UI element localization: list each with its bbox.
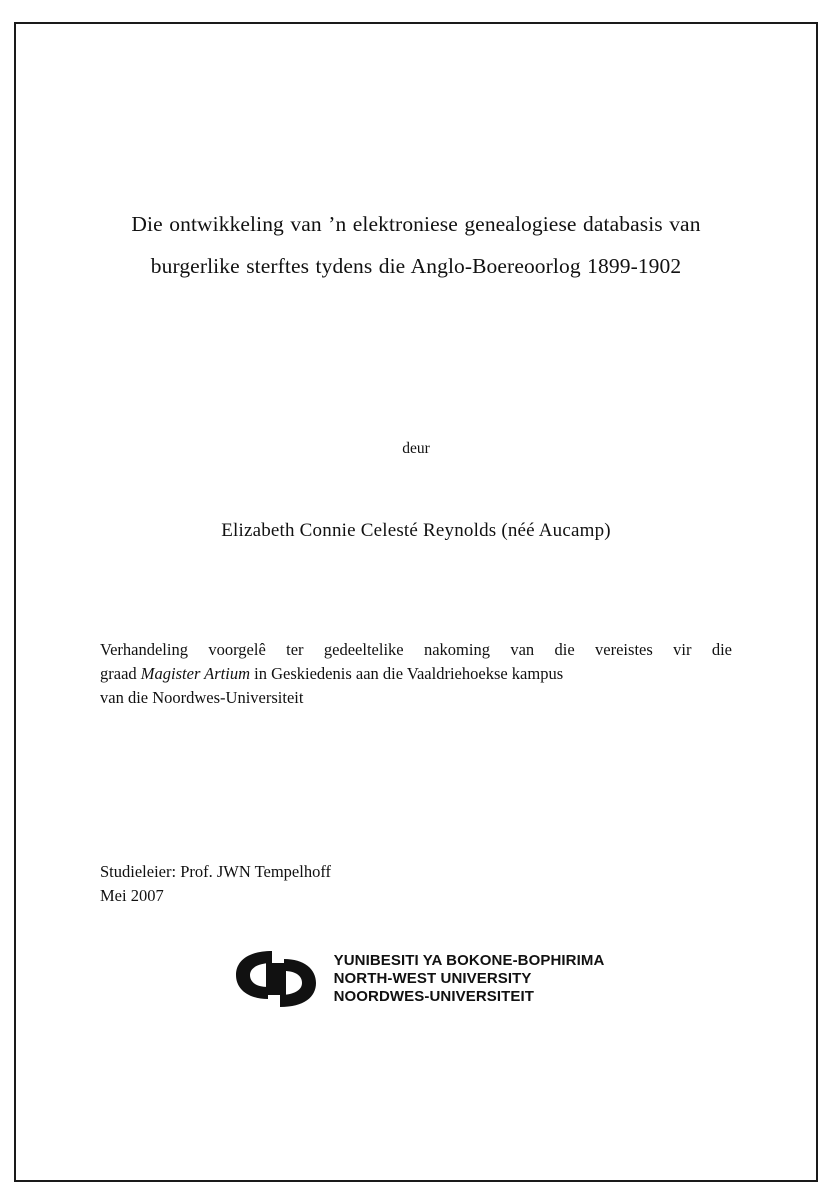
- degree-statement-line-1: Verhandeling voorgelê ter gedeeltelike nakoming van die vereistes vir die: [100, 639, 732, 659]
- page-title: [100, 204, 732, 288]
- degree-statement-line-2-suffix: in Geskiedenis aan die Vaaldriehoekse kampus: [250, 663, 564, 683]
- logo-text-line-1: YUNIBESITI YA BOKONE-BOPHIRIMA: [333, 951, 605, 969]
- title-line-1: Die ontwikkeling van ’n elektroniese genealogiese databasis van: [131, 212, 701, 236]
- logo-text-line-3: NOORDWES-UNIVERSITEIT: [333, 988, 535, 1006]
- logo-text-line-2: NORTH-WEST UNIVERSITY: [333, 969, 532, 987]
- degree-statement: [100, 638, 732, 710]
- university-logo-text: [334, 952, 605, 1007]
- degree-statement-line-2-prefix: graad: [100, 663, 141, 683]
- degree-statement-line-3: van die Noordwes-Universiteit: [100, 687, 304, 707]
- supervisor-and-date: [100, 860, 732, 910]
- degree-statement-line-2: [100, 662, 732, 686]
- date-line: Mei 2007: [100, 886, 164, 906]
- degree-name-italic: Magister Artium: [140, 663, 251, 683]
- author-name: Elizabeth Connie Celesté Reynolds (néé Aucamp): [221, 519, 611, 541]
- supervisor-line: Studieleier: Prof. JWN Tempelhoff: [100, 861, 332, 881]
- nwu-logo-icon: [228, 943, 324, 1015]
- university-logo: [100, 943, 732, 1015]
- byline-label: deur: [402, 439, 430, 457]
- title-line-2: burgerlike sterftes tydens die Anglo-Boereoorlog 1899-1902: [150, 253, 682, 278]
- title-page-content: [14, 22, 818, 1182]
